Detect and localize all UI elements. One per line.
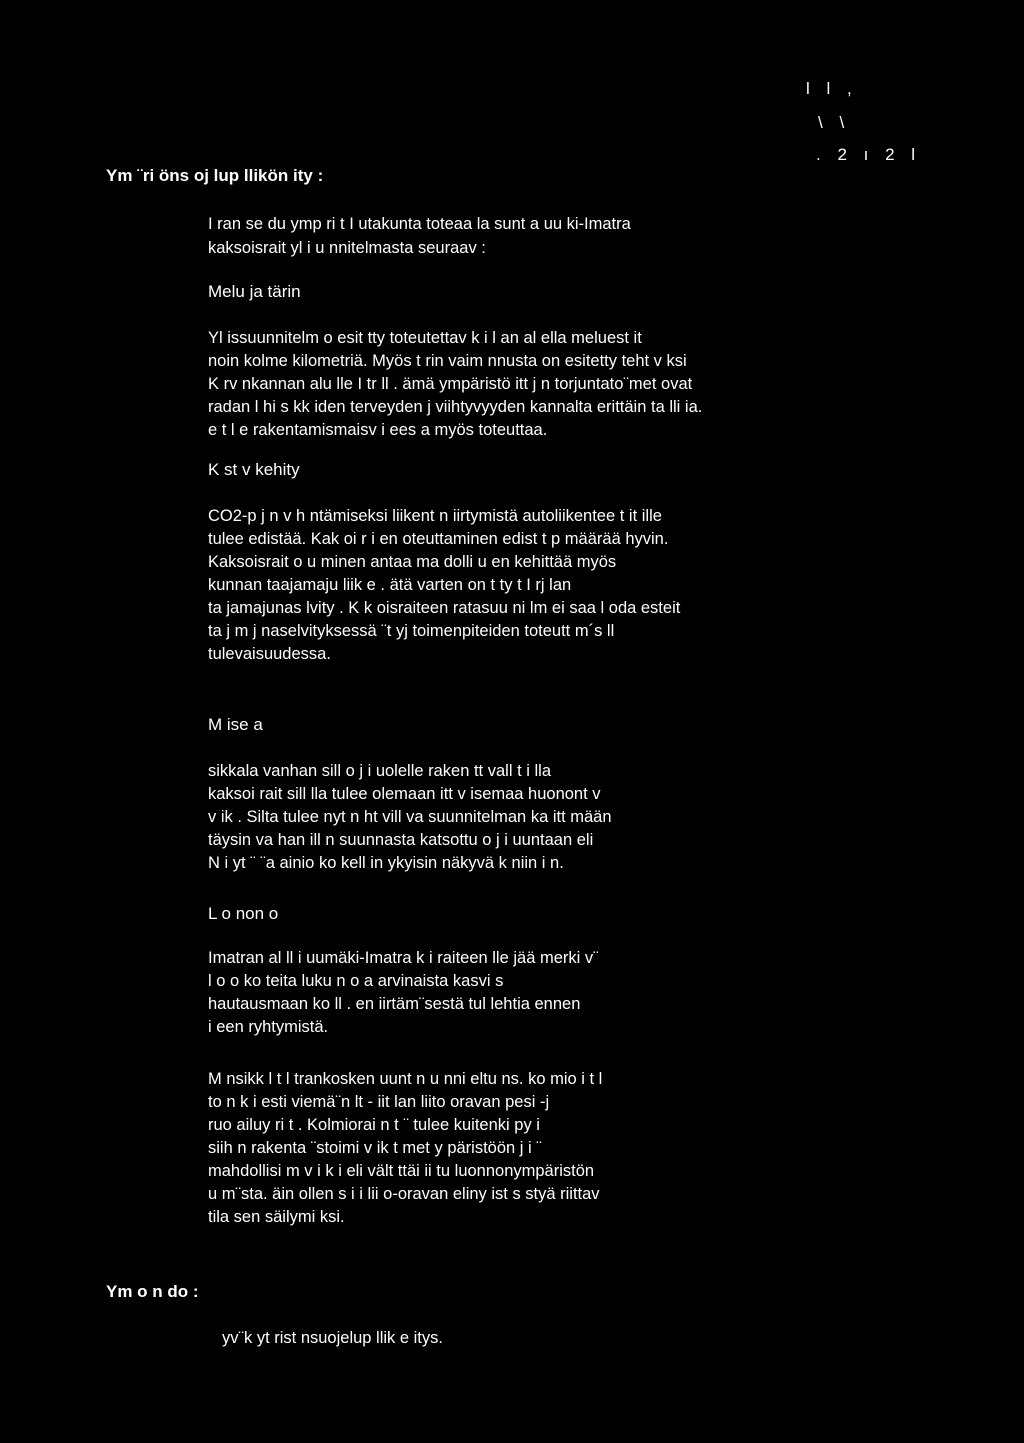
paragraph-line: u m¨sta. äin ollen s i i lii o-oravan eliny ist s styä riittav: [208, 1185, 600, 1203]
paragraph-line: tila sen säilymi ksi.: [208, 1208, 345, 1226]
footer-heading: Ym o n do :: [106, 1282, 199, 1301]
paragraph-line: ta jamajunas lvity . K k oisraiteen ratasuu ni lm ei saa l oda esteit: [208, 599, 681, 617]
paragraph-line: Kaksoisrait o u minen antaa ma dolli u en kehittää myös: [208, 553, 617, 571]
paragraph-line: CO2-p j n v h ntämiseksi liikent n iirtymistä autoliikentee t it ille: [208, 507, 662, 525]
section-heading: Melu ja tärin: [208, 282, 301, 301]
paragraph-line: e t l e rakentamismaisv i ees a myös toteuttaa.: [208, 421, 548, 439]
paragraph-line: ruo ailuy ri t . Kolmiorai n t ¨ tulee kuitenki py i: [208, 1116, 540, 1134]
statement-heading: Ym ¨ri öns oj lup llikön ity :: [106, 166, 324, 185]
paragraph-line: tulee edistää. Kak oi r i en oteuttaminen edist t p määrää hyvin.: [208, 530, 669, 548]
paragraph-line: hautausmaan ko ll . en iirtäm¨sestä tul lehtia ennen: [208, 995, 581, 1013]
paragraph-line: täysin va han ill n suunnasta katsottu o j i uuntaan eli: [208, 831, 594, 849]
paragraph-line: tulevaisuudessa.: [208, 645, 331, 663]
section-heading: L o non o: [208, 904, 279, 923]
intro-line: kaksoisrait yl i u nnitelmasta seuraav :: [208, 239, 486, 257]
section-heading: M ise a: [208, 715, 263, 734]
paragraph-line: v ik . Silta tulee nyt n ht vill va suunnitelman ka itt mään: [208, 808, 612, 826]
paragraph-line: Yl issuunnitelm o esit tty toteutettav k i l an al ella meluest it: [208, 329, 642, 347]
corner-mark-2: \ \: [818, 113, 851, 132]
corner-mark-1: l l ,: [806, 79, 858, 98]
paragraph-line: ta j m j naselvityksessä ¨t yj toimenpiteiden toteutt m´s ll: [208, 622, 615, 640]
corner-mark-3: . 2 ı 2 l: [816, 145, 922, 164]
paragraph-line: radan l hi s kk iden terveyden j viihtyvyyden kannalta erittäin ta lli ia.: [208, 398, 703, 416]
paragraph-line: kaksoi rait sill lla tulee olemaan itt v isemaa huonont v: [208, 785, 601, 803]
paragraph-line: M nsikk l t l trankosken uunt n u nni eltu ns. ko mio i t l: [208, 1070, 603, 1088]
paragraph-line: Imatran al ll i uumäki-Imatra k i raiteen lle jää merki v¨: [208, 949, 599, 967]
paragraph-line: noin kolme kilometriä. Myös t rin vaim nnusta on esitetty teht v ksi: [208, 352, 687, 370]
paragraph-line: sikkala vanhan sill o j i uolelle raken tt vall t i lla: [208, 762, 551, 780]
paragraph-line: K rv nkannan alu lle I tr ll . ämä ympäristö itt j n torjuntato¨met ovat: [208, 375, 693, 393]
paragraph-line: to n k i esti viemä¨n lt - iit lan liito oravan pesi -j: [208, 1093, 550, 1111]
paragraph-line: kunnan taajamaju liik e . ätä varten on t ty t I rj lan: [208, 576, 572, 594]
paragraph-line: i een ryhtymistä.: [208, 1018, 329, 1036]
paragraph-line: l o o ko teita luku n o a arvinaista kasvi s: [208, 972, 504, 990]
intro-line: I ran se du ymp ri t I utakunta toteaa la sunt a uu ki-Imatra: [208, 215, 631, 233]
footer-text: yv¨k yt rist nsuojelup llik e itys.: [222, 1329, 443, 1347]
section-heading: K st v kehity: [208, 460, 300, 479]
paragraph-line: mahdollisi m v i k i eli vält ttäi ii tu luonnonympäristön: [208, 1162, 595, 1180]
paragraph-line: siih n rakenta ¨stoimi v ik t met y päristöön j i ¨: [208, 1139, 542, 1157]
paragraph-line: N i yt ¨ ¨a ainio ko kell in ykyisin näkyvä k niin i n.: [208, 854, 564, 872]
